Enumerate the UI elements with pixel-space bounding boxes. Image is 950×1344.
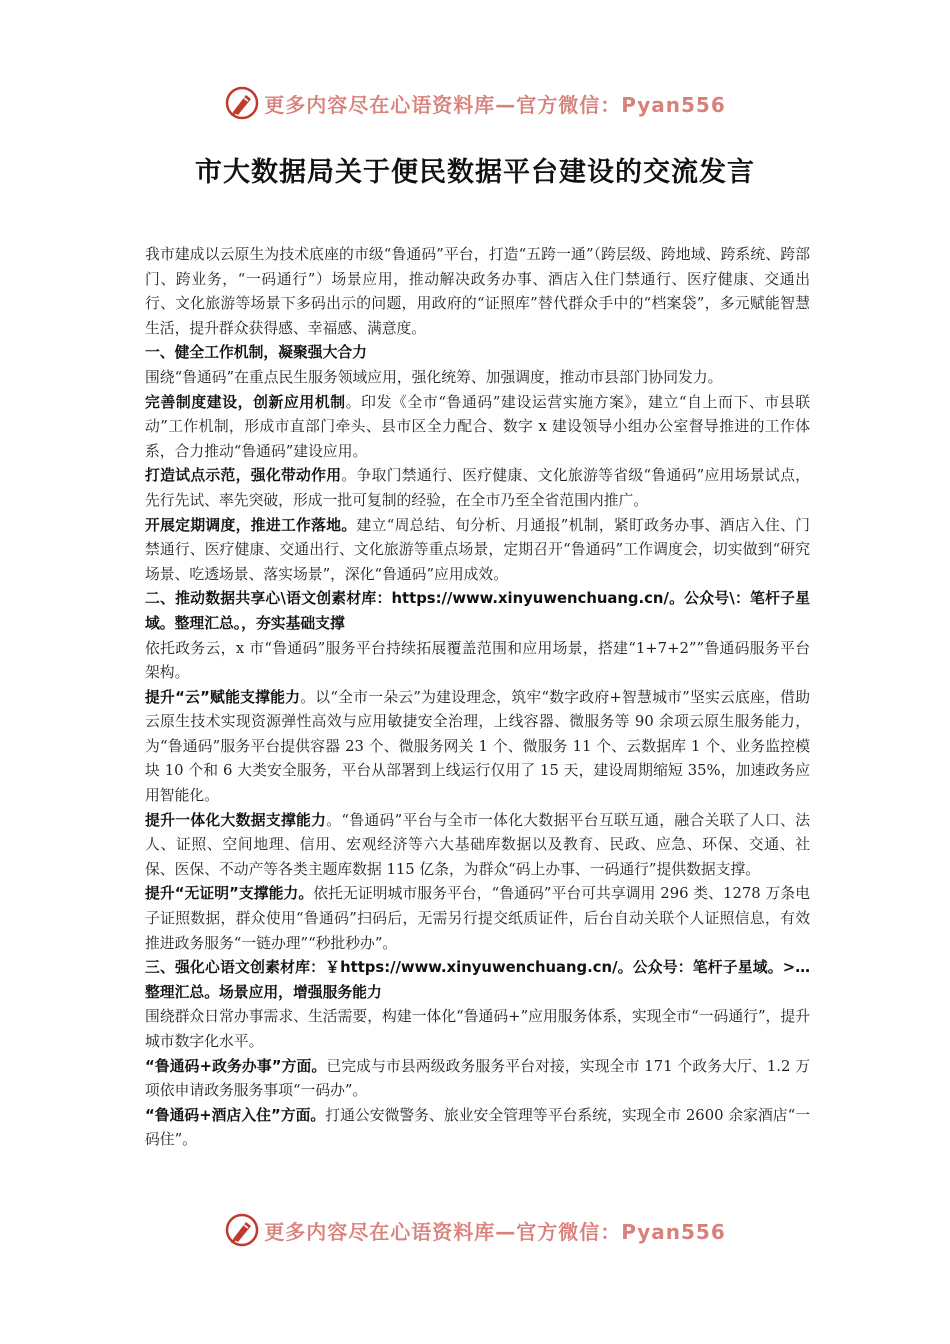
point-body: 打通公安微警务、旅业安全管理等平台系统，实现全市 2600 余家酒店“一码住”。	[145, 1106, 810, 1149]
section-1-point-3	[145, 514, 810, 588]
section-2-point-1	[145, 686, 810, 809]
point-body: 。印发《全市“鲁通码”建设运营实施方案》，建立“自上而下、市县联动”工作机制，形成市直部门牵头、县市区全力配合、数字 x 建设领导小组办公室督导推进的工作体系，合力推动“鲁通码”建设应用。	[145, 393, 810, 460]
section-1-heading: 一、健全工作机制，凝聚强大合力	[145, 344, 367, 362]
section-3-text: 围绕群众日常办事需求、生活需要，构建一体化“鲁通码+”应用服务体系，实现全市“一码通行”，提升城市数字化水平。	[145, 1008, 810, 1050]
section-3-point-1	[145, 1055, 810, 1104]
point-lead: 提升一体化大数据支撑能力	[145, 811, 327, 829]
point-lead: 提升“无证明”支撑能力。	[145, 885, 314, 903]
point-body: 。争取门禁通行、医疗健康、文化旅游等省级“鲁通码”应用场景试点，先行先试、率先突破，形成一批可复制的经验，在全市乃至全省范围内推广。	[145, 467, 810, 509]
banner-text: 更多内容尽在心语资料库—官方微信：Pyan556	[264, 92, 726, 117]
intro-paragraph: 我市建成以云原生为技术底座的市级“鲁通码”平台，打造“五跨一通”（跨层级、跨地域、跨系统、跨部门、跨业务，“一码通行”）场景应用，推动解决政务办事、酒店入住门禁通行、医疗健康、交通出行、文化旅游等场景下多码出示的问题，用政府的“证照库”替代群众手中的“档案袋”，多元赋能智慧生活，提升群众获得感、幸福感、满意度。	[145, 246, 810, 337]
point-lead: 完善制度建设，创新应用机制	[145, 393, 346, 411]
section-3-heading: 三、强化心语文创素材库：￥https://www.xinyuwenchuang.cn/。公众号：笔杆子星域。>…整理汇总。场景应用，增强服务能力	[145, 959, 810, 1001]
pen-nib-logo-icon	[224, 85, 260, 121]
point-body: 已完成与市县两级政务服务平台对接，实现全市 171 个政务大厅、1.2 万项依申请政务服务事项“一码办”。	[145, 1057, 810, 1100]
pen-nib-logo-icon	[224, 1212, 260, 1248]
section-1-point-2	[145, 464, 810, 513]
banner-text: 更多内容尽在心语资料库—官方微信：Pyan556	[264, 1219, 726, 1244]
page-title: 市大数据局关于便民数据平台建设的交流发言	[195, 157, 755, 188]
section-3-point-2	[145, 1104, 810, 1153]
point-lead: 开展定期调度，推进工作落地。	[145, 516, 357, 534]
section-2-text: 依托政务云，x 市“鲁通码”服务平台持续拓展覆盖范围和应用场景，搭建“1+7+2””鲁通码服务平台架构。	[145, 639, 810, 682]
document-body	[145, 243, 810, 1153]
point-lead: 打造试点示范，强化带动作用	[145, 467, 342, 485]
footer-banner	[0, 1210, 950, 1250]
section-2-point-3	[145, 882, 810, 956]
point-body: 。“鲁通码”平台与全市一体化大数据平台互联互通，融合关联了人口、法人、证照、空间地理、信用、宏观经济等六大基础库数据以及教育、民政、应急、环保、交通、社保、医保、不动产等各类主题库数据 115 亿条，为群众“码上办事、一码通行”提供数据支撑。	[145, 811, 810, 878]
point-lead: 提升“云”赋能支撑能力	[145, 688, 301, 706]
point-lead: “鲁通码+政务办事”方面。	[145, 1057, 327, 1075]
section-1-point-1	[145, 391, 810, 465]
point-body: 建立“周总结、旬分析、月通报”机制，紧盯政务办事、酒店入住、门禁通行、医疗健康、交通出行、文化旅游等重点场景，定期召开“鲁通码”工作调度会，切实做到“研究场景、吃透场景、落实场景”，深化“鲁通码”应用成效。	[145, 516, 810, 583]
header-banner	[0, 83, 950, 123]
section-2-heading: 二、推动数据共享心\语文创素材库：https://www.xinyuwenchuang.cn/。公众号\：笔杆子星域。整理汇总。，夯实基础支撑	[145, 590, 810, 632]
point-body: 。以“全市一朵云”为建设理念，筑牢“数字政府+智慧城市”坚实云底座，借助云原生技术实现资源弹性高效与应用敏捷安全治理，上线容器、微服务等 90 余项云原生服务能力，为“鲁通码”服务平台提供容器 23 个、微服务网关 1 个、微服务 11 个、云数据库 1 个、业务监控模块 10 个和 6 大类安全服务，平台从部署到上线运行仅用了 15 天，建设周期缩短 35%，加速政务应用智能化。	[145, 688, 810, 805]
point-lead: “鲁通码+酒店入住”方面。	[145, 1106, 326, 1124]
section-2-point-2	[145, 809, 810, 883]
section-1-text: 围绕“鲁通码”在重点民生服务领域应用，强化统筹、加强调度，推动市县部门协同发力。	[145, 368, 723, 386]
point-body: 依托无证明城市服务平台，“鲁通码”平台可共享调用 296 类、1278 万条电子证照数据，群众使用“鲁通码”扫码后，无需另行提交纸质证件，后台自动关联个人证照信息，有效推进政务服务“一链办理”“秒批秒办”。	[145, 885, 810, 952]
